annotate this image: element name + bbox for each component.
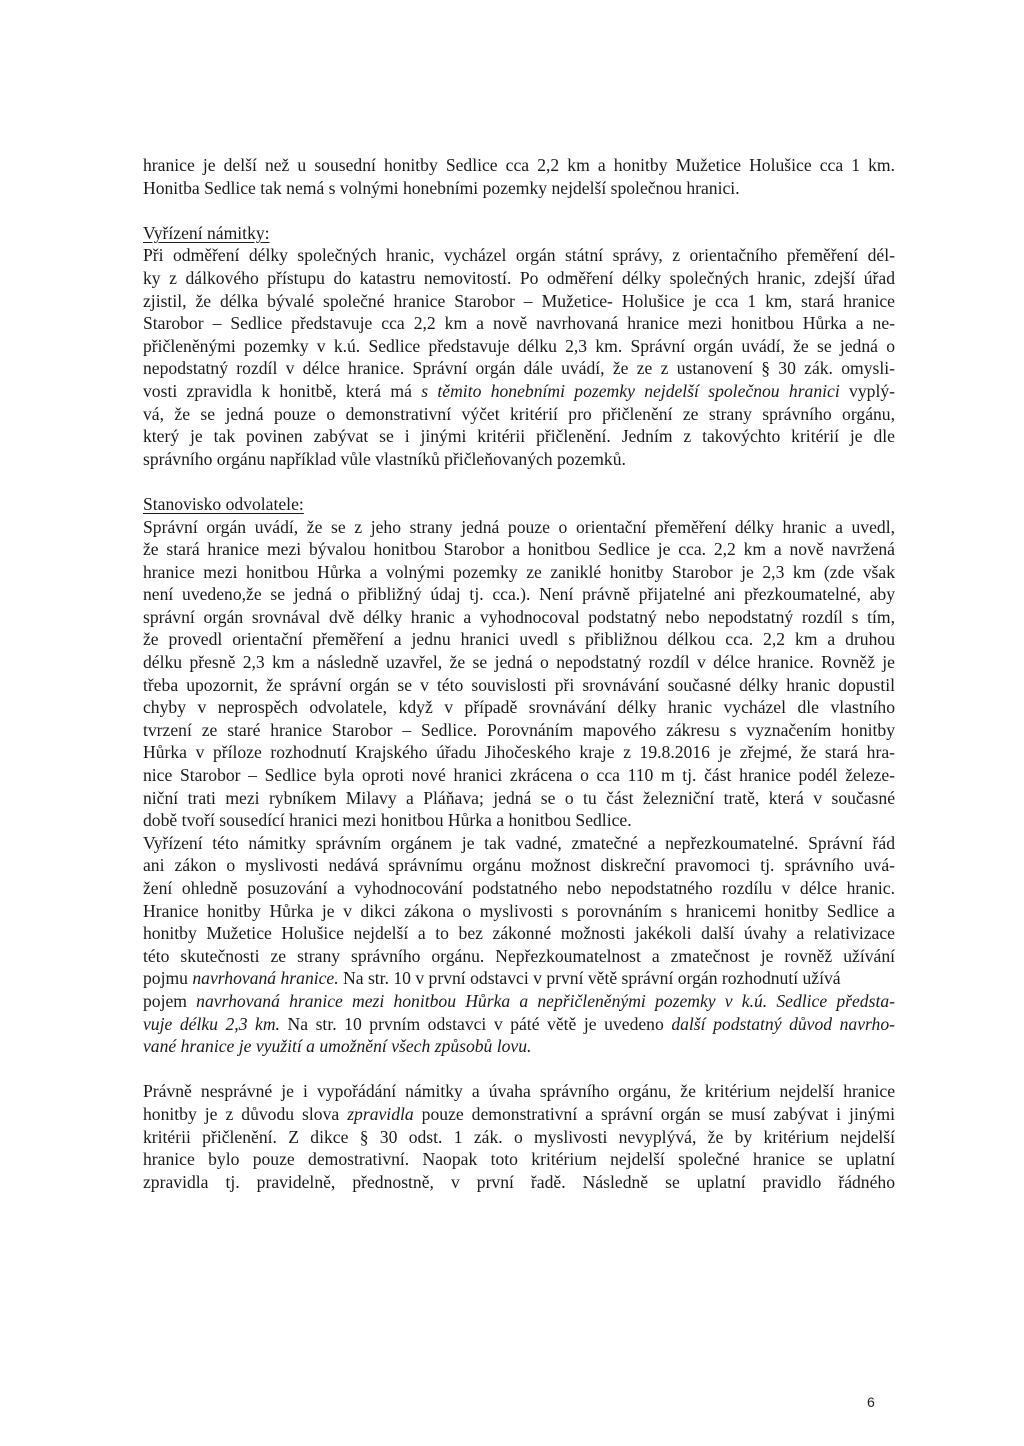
text-line	[143, 1035, 895, 1058]
text-line: Honitba Sedlice tak nemá s volnými honebními pozemky nejdelší společnou hranici.	[143, 177, 740, 198]
text-line: nepodstatný rozdíl v délce hranice. Správní orgán dále uvádí, že ze z ustanovení § 30 zák. omysli-	[143, 358, 895, 379]
document-body	[143, 154, 895, 1193]
italic-run: vuje délku 2,3 km.	[143, 1013, 280, 1034]
text-line: Správní orgán uvádí, že se z jeho strany jedná pouze o orientační přeměření délky hranic a uvedl,	[143, 516, 895, 537]
text-run: pojem	[143, 990, 197, 1011]
text-line: kritérii přičlenění. Z dikce § 30 odst. 1 zák. o myslivosti nevyplývá, že by kritérium nejdelší	[143, 1126, 895, 1147]
text-line	[143, 380, 895, 403]
text-line: není uvedeno,že se jedná o přibližný údaj tj. cca.). Není právně přijatelné ani přezkoumatelné, aby	[143, 584, 895, 605]
text-line	[143, 990, 895, 1013]
text-line: délku přesně 2,3 km a následně uzavřel, že se jedná o nepodstatný rozdíl v délce hranice. Rovněž je	[143, 652, 895, 673]
text-line: Vyřízení této námitky správním orgánem je tak vadné, zmatečné a nepřezkoumatelné. Správní řád	[143, 832, 895, 853]
page-number: 6	[867, 1394, 875, 1410]
text-line: zpravidla tj. pravidelně, přednostně, v první řadě. Následně se uplatní pravidlo řádného	[143, 1171, 895, 1192]
text-line: Starobor – Sedlice představuje cca 2,2 km a nově navrhovaná hranice mezi honitbou Hůrka a ne-	[143, 313, 895, 334]
italic-run: navrhovaná hranice.	[192, 968, 339, 989]
text-line: vá, že se jedná pouze o demonstrativní výčet kritérií pro přičlenění ze strany správního orgánu,	[143, 403, 895, 424]
text-line: že provedl orientační přeměření a jednu hranici uvedl s přibližnou délkou cca. 2,2 km a druhou	[143, 629, 895, 650]
text-line: Hůrka v příloze rozhodnutí Krajského úřadu Jihočeského kraje z 19.8.2016 je zřejmé, že stará hra-	[143, 742, 895, 763]
text-line: správní orgán srovnával dvě délky hranic a vyhodnocoval podstatný nebo nepodstatný rozdíl s tím,	[143, 606, 895, 627]
text-line: hranice je delší než u sousední honitby Sedlice cca 2,2 km a honitby Mužetice Holušice cca 1 km.	[143, 155, 895, 175]
text-line: Hranice honitby Hůrka je v dikci zákona o myslivosti s porovnáním s hranicemi honitby Sedlice a	[143, 900, 895, 921]
italic-run: vané hranice je využití a umožnění všech způsobů lovu.	[143, 1036, 532, 1057]
text-line	[143, 1103, 895, 1126]
text-line: této skutečnosti ze strany správního orgánu. Nepřezkoumatelnost a zmatečnost je rovněž užívání	[143, 945, 895, 966]
section-heading: Stanovisko odvolatele:	[143, 493, 304, 514]
italic-run: další podstatný důvod navrho-	[671, 1013, 895, 1034]
text-run: vyplý-	[839, 380, 895, 401]
paragraph-spacer	[143, 1058, 895, 1081]
text-line: hranice mezi honitbou Hůrka a volnými pozemky ze zaniklé honitby Starobor je 2,3 km (zde však	[143, 561, 895, 582]
text-line: který je tak povinen zabývat se i jinými kritérii přičlenění. Jedním z takovýchto kritérií je dle	[143, 426, 895, 447]
text-line: třeba upozornit, že správní orgán se v této souvislosti při srovnávání současné délky hranic dopustil	[143, 674, 895, 695]
text-run: honitby je z důvodu slova	[143, 1103, 348, 1124]
text-line	[143, 1013, 895, 1036]
text-run: pojmu	[143, 968, 193, 989]
text-line: niční trati mezi rybníkem Milavy a Pláňava; jedná se o tu část železniční tratě, která v současné	[143, 787, 895, 808]
text-line: hranice bylo pouze demostrativní. Naopak toto kritérium nejdelší společné hranice se uplatní	[143, 1149, 895, 1170]
text-line: Právně nesprávné je i vypořádání námitky a úvaha správního orgánu, že kritérium nejdelší hranice	[143, 1081, 895, 1102]
italic-run: s těmito honebními pozemky nejdelší společnou hranici	[421, 380, 840, 401]
text-line: době tvoří sousedící hranici mezi honitbou Hůrka a honitbou Sedlice.	[143, 810, 632, 831]
italic-run: navrhovaná hranice mezi honitbou Hůrka a nepřičleněnými pozemky v k.ú. Sedlice předsta-	[196, 990, 895, 1011]
text-run: vosti zpravidla k honitbě, která má	[143, 380, 422, 401]
italic-run: zpravidla	[347, 1103, 414, 1124]
text-line: ky z dálkového přístupu do katastru nemovitostí. Po odměření délky společných hranic, zdejší úřad	[143, 267, 895, 288]
text-run: Na str. 10 v první odstavci v první větě správní orgán rozhodnutí užívá	[338, 968, 841, 989]
text-run: pouze demonstrativní a správní orgán se musí zabývat i jinými	[413, 1103, 895, 1124]
paragraph-spacer	[143, 470, 895, 493]
text-line: zjistil, že délka bývalé společné hranice Starobor – Mužetice- Holušice je cca 1 km, stará hranice	[143, 290, 895, 311]
paragraph-spacer	[143, 199, 895, 222]
text-line	[143, 967, 895, 990]
text-line: tvrzení ze staré hranice Starobor – Sedlice. Porovnáním mapového zákresu s vyznačením honitby	[143, 719, 895, 740]
text-line: nice Starobor – Sedlice byla oproti nové hranici zkrácena o cca 110 m tj. část hranice podél železe-	[143, 765, 895, 786]
text-line: ani zákon o myslivosti nedává správnímu orgánu možnost diskreční pravomoci tj. správního uvá-	[143, 855, 895, 876]
text-line: chyby v neprospěch odvolatele, když v případě srovnávání délky hranic vycházel dle vlastního	[143, 697, 895, 718]
section-heading: Vyřízení námitky:	[143, 222, 270, 243]
text-line: žení ohledně posuzování a vyhodnocování podstatného nebo nepodstatného rozdílu v délce hranic.	[143, 878, 895, 898]
text-line: Při odměření délky společných hranic, vycházel orgán státní správy, z orientačního přeměření dél-	[143, 245, 895, 266]
text-line: přičleněnými pozemky v k.ú. Sedlice představuje délku 2,3 km. Správní orgán uvádí, že se jedná o	[143, 335, 895, 356]
text-line: honitby Mužetice Holušice nejdelší a to bez zákonné možnosti jakékoli další úvahy a relativizace	[143, 923, 895, 944]
text-run: Na str. 10 prvním odstavci v páté větě je uvedeno	[279, 1013, 672, 1034]
text-line: že stará hranice mezi bývalou honitbou Starobor a honitbou Sedlice je cca. 2,2 km a nově navržená	[143, 539, 895, 560]
text-line: správního orgánu například vůle vlastníků přičleňovaných pozemků.	[143, 448, 626, 469]
